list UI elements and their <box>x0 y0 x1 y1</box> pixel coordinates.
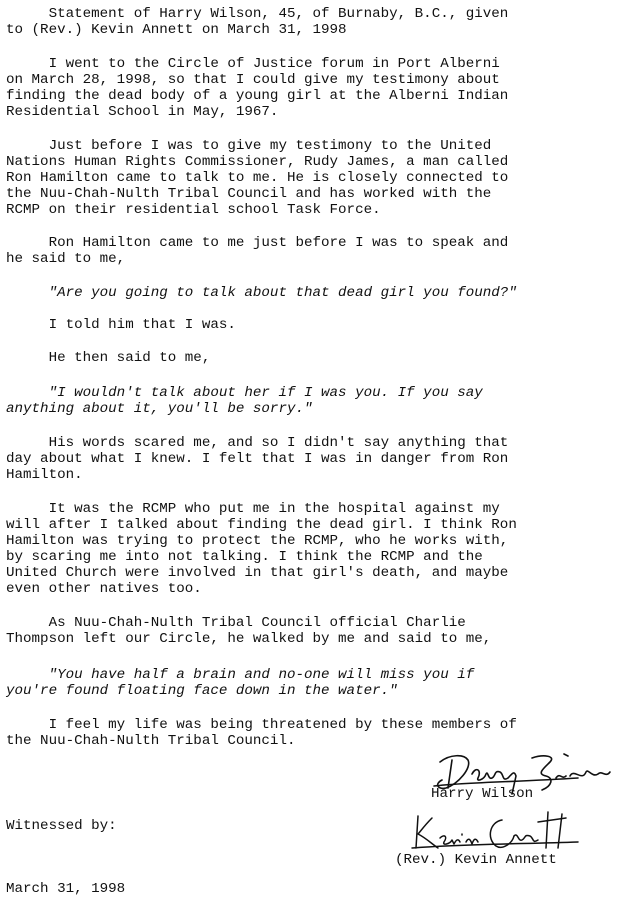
paragraph-6-line-2: day about what I knew. I felt that I was in danger from Ron <box>6 451 509 467</box>
paragraph-2-line-4: the Nuu-Chah-Nulth Tribal Council and has worked with the <box>6 186 492 202</box>
paragraph-3-line-1: Ron Hamilton came to me just before I was to speak and <box>6 235 509 251</box>
paragraph-8-line-1: As Nuu-Chah-Nulth Tribal Council official Charlie <box>6 615 466 631</box>
kevin-annett-name: (Rev.) Kevin Annett <box>395 852 557 868</box>
paragraph-5: He then said to me, <box>6 350 211 366</box>
paragraph-6-line-1: His words scared me, and so I didn't say anything that <box>6 435 509 451</box>
paragraph-1-line-3: finding the dead body of a young girl at the Alberni Indian <box>6 88 509 104</box>
paragraph-3-line-2: he said to me, <box>6 251 126 267</box>
statement-date: March 31, 1998 <box>6 881 126 897</box>
paragraph-6-line-3: Hamilton. <box>6 467 83 483</box>
kevin-annett-signature <box>402 808 582 854</box>
paragraph-1-line-2: on March 28, 1998, so that I could give my testimony about <box>6 72 500 88</box>
paragraph-7-line-3: Hamilton was trying to protect the RCMP, who he works with, <box>6 533 509 549</box>
quote-2-line-2: anything about it, you'll be sorry." <box>6 401 313 417</box>
paragraph-7-line-4: by scaring me into not talking. I think the RCMP and the <box>6 549 483 565</box>
paragraph-1-line-4: Residential School in May, 1967. <box>6 104 279 120</box>
paragraph-9-line-1: I feel my life was being threatened by these members of <box>6 717 517 733</box>
paragraph-2-line-3: Ron Hamilton came to talk to me. He is closely connected to <box>6 170 509 186</box>
quote-3-line-1: "You have half a brain and no-one will miss you if <box>6 667 475 683</box>
harry-wilson-name: Harry Wilson <box>431 786 534 802</box>
paragraph-2-line-1: Just before I was to give my testimony to the United <box>6 138 492 154</box>
paragraph-4: I told him that I was. <box>6 317 236 333</box>
paragraph-2-line-2: Nations Human Rights Commissioner, Rudy James, a man called <box>6 154 509 170</box>
quote-1: "Are you going to talk about that dead girl you found?" <box>6 285 517 301</box>
header-line-2: to (Rev.) Kevin Annett on March 31, 1998 <box>6 22 347 38</box>
paragraph-7-line-1: It was the RCMP who put me in the hospital against my <box>6 501 500 517</box>
paragraph-8-line-2: Thompson left our Circle, he walked by me and said to me, <box>6 631 492 647</box>
witnessed-by-label: Witnessed by: <box>6 818 117 834</box>
paragraph-7-line-2: will after I talked about finding the dead girl. I think Ron <box>6 517 517 533</box>
header-line-1: Statement of Harry Wilson, 45, of Burnaby, B.C., given <box>6 6 509 22</box>
paragraph-7-line-6: even other natives too. <box>6 581 202 597</box>
paragraph-2-line-5: RCMP on their residential school Task Force. <box>6 202 381 218</box>
quote-3-line-2: you're found floating face down in the water." <box>6 683 398 699</box>
paragraph-7-line-5: United Church were involved in that girl's death, and maybe <box>6 565 509 581</box>
quote-2-line-1: "I wouldn't talk about her if I was you. If you say <box>6 385 483 401</box>
paragraph-1-line-1: I went to the Circle of Justice forum in Port Alberni <box>6 56 500 72</box>
paragraph-9-line-2: the Nuu-Chah-Nulth Tribal Council. <box>6 733 296 749</box>
